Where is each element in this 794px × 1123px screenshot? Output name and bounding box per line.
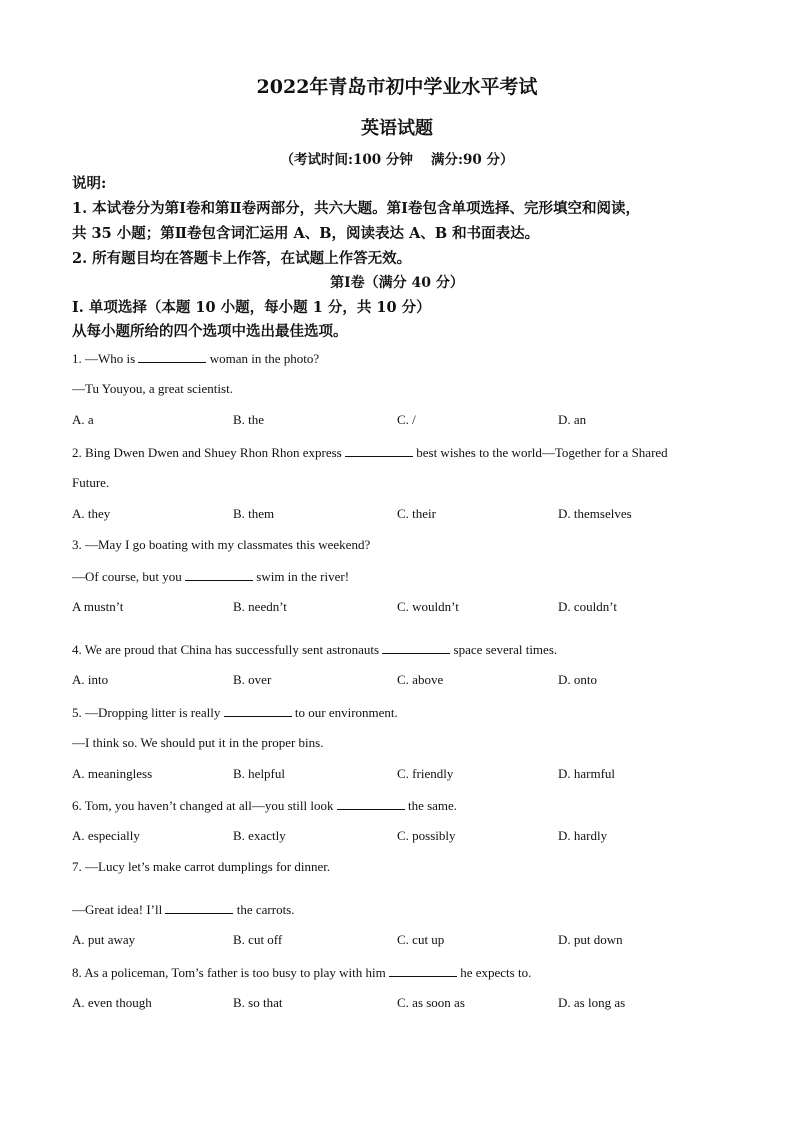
question-7-reply xyxy=(72,901,295,918)
option-b: B. over xyxy=(233,672,272,687)
option-c: C. above xyxy=(397,672,444,687)
option-b: B. needn’t xyxy=(233,599,287,614)
question-5 xyxy=(72,704,398,721)
option-a: A. into xyxy=(72,672,109,687)
answer-blank xyxy=(224,704,292,717)
question-2-options xyxy=(72,506,722,524)
option-d: D. onto xyxy=(558,672,597,687)
option-d: D. put down xyxy=(558,932,623,947)
question-6-text-after: the same. xyxy=(404,798,458,813)
question-5-options xyxy=(72,766,722,784)
section-heading: I. 单项选择（本题 10 小题，每小题 1 分，共 10 分） xyxy=(72,299,431,316)
question-5-reply: —I think so. We should put it in the proper bins. xyxy=(72,735,324,750)
question-1 xyxy=(72,350,319,367)
question-2-text-before: 2. Bing Dwen Dwen and Shuey Rhon Rhon express xyxy=(72,445,345,460)
option-a: A. especially xyxy=(72,828,140,843)
question-3-reply xyxy=(72,568,349,585)
question-4 xyxy=(72,641,557,658)
option-c: C. friendly xyxy=(397,766,454,781)
option-d: D. couldn’t xyxy=(558,599,617,614)
question-1-reply: —Tu Youyou, a great scientist. xyxy=(72,381,233,396)
answer-blank xyxy=(185,568,253,581)
instructions-heading: 说明: xyxy=(72,175,107,192)
exam-info: （考试时间:100 分钟 满分:90 分） xyxy=(280,152,514,168)
question-3: 3. —May I go boating with my classmates this weekend? xyxy=(72,537,371,552)
answer-blank xyxy=(337,797,405,810)
question-2-text-after: best wishes to the world—Together for a Shared xyxy=(412,445,668,460)
option-d: D. as long as xyxy=(558,995,626,1010)
answer-blank xyxy=(389,964,457,977)
question-4-text-after: space several times. xyxy=(450,642,558,657)
option-c: C. as soon as xyxy=(397,995,465,1010)
question-6-text-before: 6. Tom, you haven’t changed at all—you still look xyxy=(72,798,337,813)
question-5-text-after: to our environment. xyxy=(291,705,398,720)
instructions-line-2: 共 35 小题；第Ⅱ卷包含词汇运用 A、B，阅读表达 A、B 和书面表达。 xyxy=(72,225,540,242)
option-b: B. the xyxy=(233,412,265,427)
question-3-reply-after: swim in the river! xyxy=(253,569,350,584)
question-7-reply-before: —Great idea! I’ll xyxy=(72,902,166,917)
option-a: A. even though xyxy=(72,995,152,1010)
answer-blank xyxy=(382,641,450,654)
question-1-text-before: 1. —Who is xyxy=(72,351,139,366)
option-b: B. cut off xyxy=(233,932,283,947)
question-3-reply-before: —Of course, but you xyxy=(72,569,186,584)
option-d: D. an xyxy=(558,412,587,427)
option-c: C. wouldn’t xyxy=(397,599,459,614)
option-c: C. possibly xyxy=(397,828,456,843)
question-8-text-before: 8. As a policeman, Tom’s father is too busy to play with him xyxy=(72,965,389,980)
question-8-text-after: he expects to. xyxy=(456,965,532,980)
option-c: C. cut up xyxy=(397,932,445,947)
question-4-text-before: 4. We are proud that China has successfully sent astronauts xyxy=(72,642,383,657)
question-8-options xyxy=(72,995,722,1013)
answer-blank xyxy=(165,901,233,914)
option-d: D. hardly xyxy=(558,828,608,843)
option-b: B. them xyxy=(233,506,275,521)
question-5-text-before: 5. —Dropping litter is really xyxy=(72,705,224,720)
option-b: B. so that xyxy=(233,995,283,1010)
answer-blank xyxy=(138,350,206,363)
question-8 xyxy=(72,964,531,981)
part1-heading: 第Ⅰ卷（满分 40 分） xyxy=(330,275,464,291)
question-2-continuation: Future. xyxy=(72,475,110,490)
question-4-options xyxy=(72,672,722,690)
option-d: D. harmful xyxy=(558,766,616,781)
question-1-options xyxy=(72,412,722,430)
question-6-options xyxy=(72,828,722,846)
instructions-line-1: 1. 本试卷分为第Ⅰ卷和第Ⅱ卷两部分，共六大题。第Ⅰ卷包含单项选择、完形填空和阅读， xyxy=(72,200,640,217)
question-1-text-after: woman in the photo? xyxy=(206,351,320,366)
option-c: C. their xyxy=(397,506,436,521)
question-7-options xyxy=(72,932,722,950)
option-a: A. they xyxy=(72,506,111,521)
option-a: A. put away xyxy=(72,932,136,947)
answer-blank xyxy=(345,444,413,457)
instructions-line-3: 2. 所有题目均在答题卡上作答，在试题上作答无效。 xyxy=(72,250,412,267)
question-2 xyxy=(72,444,668,461)
exam-title: 2022年青岛市初中学业水平考试 xyxy=(256,76,538,98)
option-a: A. meaningless xyxy=(72,766,153,781)
option-b: B. exactly xyxy=(233,828,286,843)
option-a: A mustn’t xyxy=(72,599,124,614)
section-direction: 从每小题所给的四个选项中选出最佳选项。 xyxy=(72,323,348,340)
question-7-reply-after: the carrots. xyxy=(233,902,295,917)
exam-subtitle: 英语试题 xyxy=(361,118,433,139)
option-c: C. / xyxy=(397,412,416,427)
option-b: B. helpful xyxy=(233,766,285,781)
question-6 xyxy=(72,797,457,814)
option-a: A. a xyxy=(72,412,94,427)
question-3-options xyxy=(72,599,722,617)
option-d: D. themselves xyxy=(558,506,632,521)
question-7: 7. —Lucy let’s make carrot dumplings for dinner. xyxy=(72,859,331,874)
